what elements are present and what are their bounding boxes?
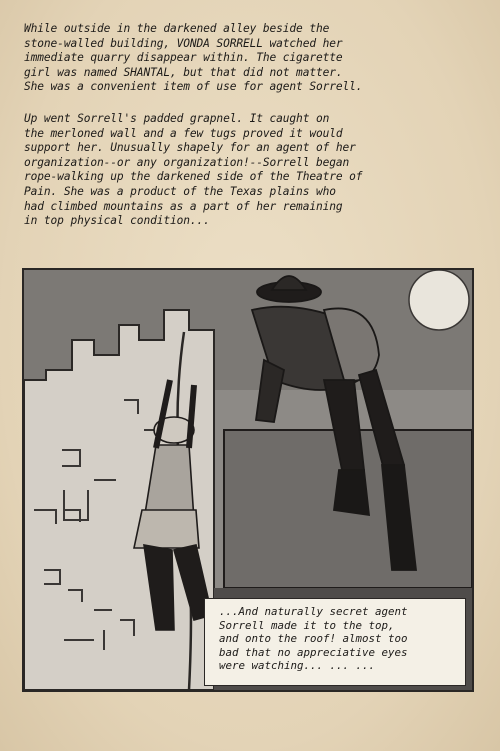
- panel-caption: ...And naturally secret agent Sorrell made it to the top, and onto the roof! almost too bad that no appreciative eyes were watching... ... ...: [204, 598, 466, 686]
- story-paragraph-1: While outside in the darkened alley beside the stone-walled building, VONDA SORRELL watched her immediate quarry disappear within. The cigarette girl was named SHANTAL, but that did not matter. She was a convenient item of use for agent Sorrell.: [24, 22, 363, 94]
- story-paragraph-2: Up went Sorrell's padded grapnel. It caught on the merloned wall and a few tugs proved it would support her. Unusually shapely for an agent of her organization--or any organization!--Sorrell began rope-walking up the darkened side of the Theatre of Pain. She was a product of the Texas plains who had climbed mountains as a part of her remaining in top physical condition...: [24, 112, 363, 228]
- moon: [409, 270, 469, 330]
